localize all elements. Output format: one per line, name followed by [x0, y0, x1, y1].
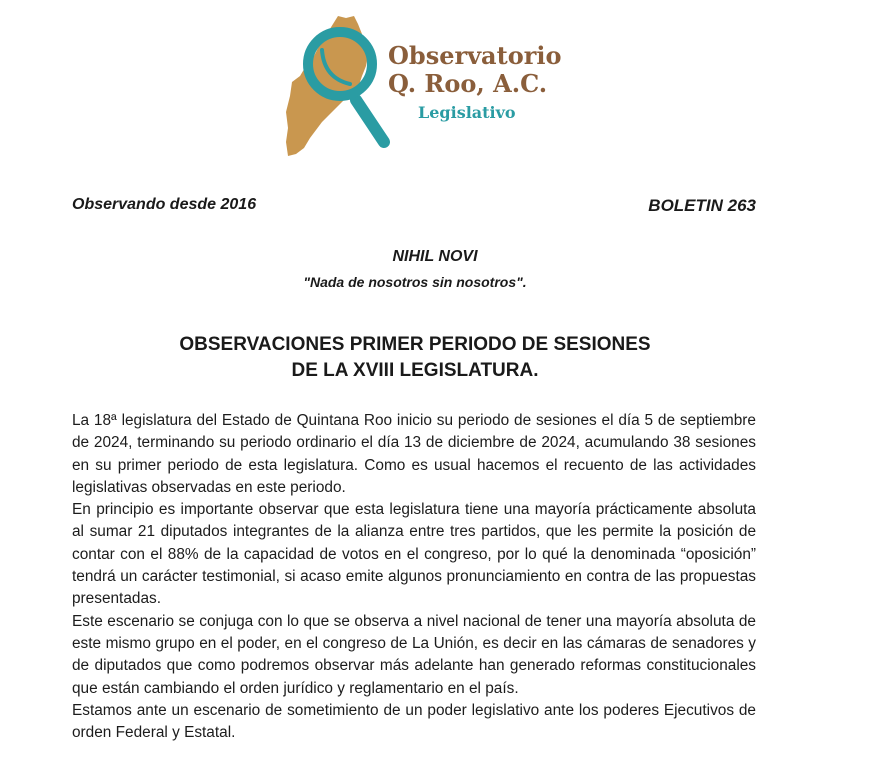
document-title-line-1: OBSERVACIONES PRIMER PERIODO DE SESIONES	[179, 334, 651, 355]
logo-text	[388, 42, 561, 124]
paragraph: En principio es importante observar que esta legislatura tiene una mayoría prácticamente absoluta al sumar 21 diputados integrantes de la alianza entre tres partidos, que les permite la posición de contar con el 88% de la capacidad de votos en el congreso, por lo qué la denominada “oposición” tendrá un carácter testimonial, si acaso emite algunos pronunciamiento en contra de las propuestas presentadas.	[72, 501, 756, 608]
document-title	[0, 332, 830, 384]
organization-logo	[284, 12, 574, 160]
since-label: Observando desde 2016	[72, 196, 257, 213]
document-body	[72, 410, 756, 744]
paragraph: Este escenario se conjuga con lo que se observa a nivel nacional de tener una mayoría absoluta de este mismo grupo en el poder, en el congreso de La Unión, es decir en las cámaras de senadores y de diputados que como podremos observar más adelante han generado reformas constitucionales que están cambiando el orden jurídico y reglamentario en el país.	[72, 612, 756, 697]
magnifier-handle	[356, 100, 384, 142]
logo-name: Observatorio	[388, 41, 562, 70]
logo-tagline: Legislativo	[418, 103, 516, 122]
motto-title: NIHIL NOVI	[392, 248, 478, 265]
document-title-line-2: DE LA XVIII LEGISLATURA.	[291, 360, 539, 381]
magnifier-over-map-icon	[284, 12, 394, 160]
logo-subname: Q. Roo, A.C.	[388, 69, 548, 98]
bulletin-header	[72, 196, 756, 218]
bulletin-number: BOLETIN 263	[648, 196, 756, 215]
paragraph: La 18ª legislatura del Estado de Quintana Roo inicio su periodo de sesiones el día 5 de septiembre de 2024, terminando su periodo ordinario el día 13 de diciembre de 2024, acumulando 38 sesiones en su primer periodo de esta legislatura. Como es usual hacemos el recuento de las actividades legislativas observadas en este periodo.	[72, 412, 756, 496]
motto-subtitle: "Nada de nosotros sin nosotros".	[303, 274, 527, 290]
paragraph: Estamos ante un escenario de sometimiento de un poder legislativo ante los poderes Ejecutivos de orden Federal y Estatal.	[72, 701, 756, 742]
